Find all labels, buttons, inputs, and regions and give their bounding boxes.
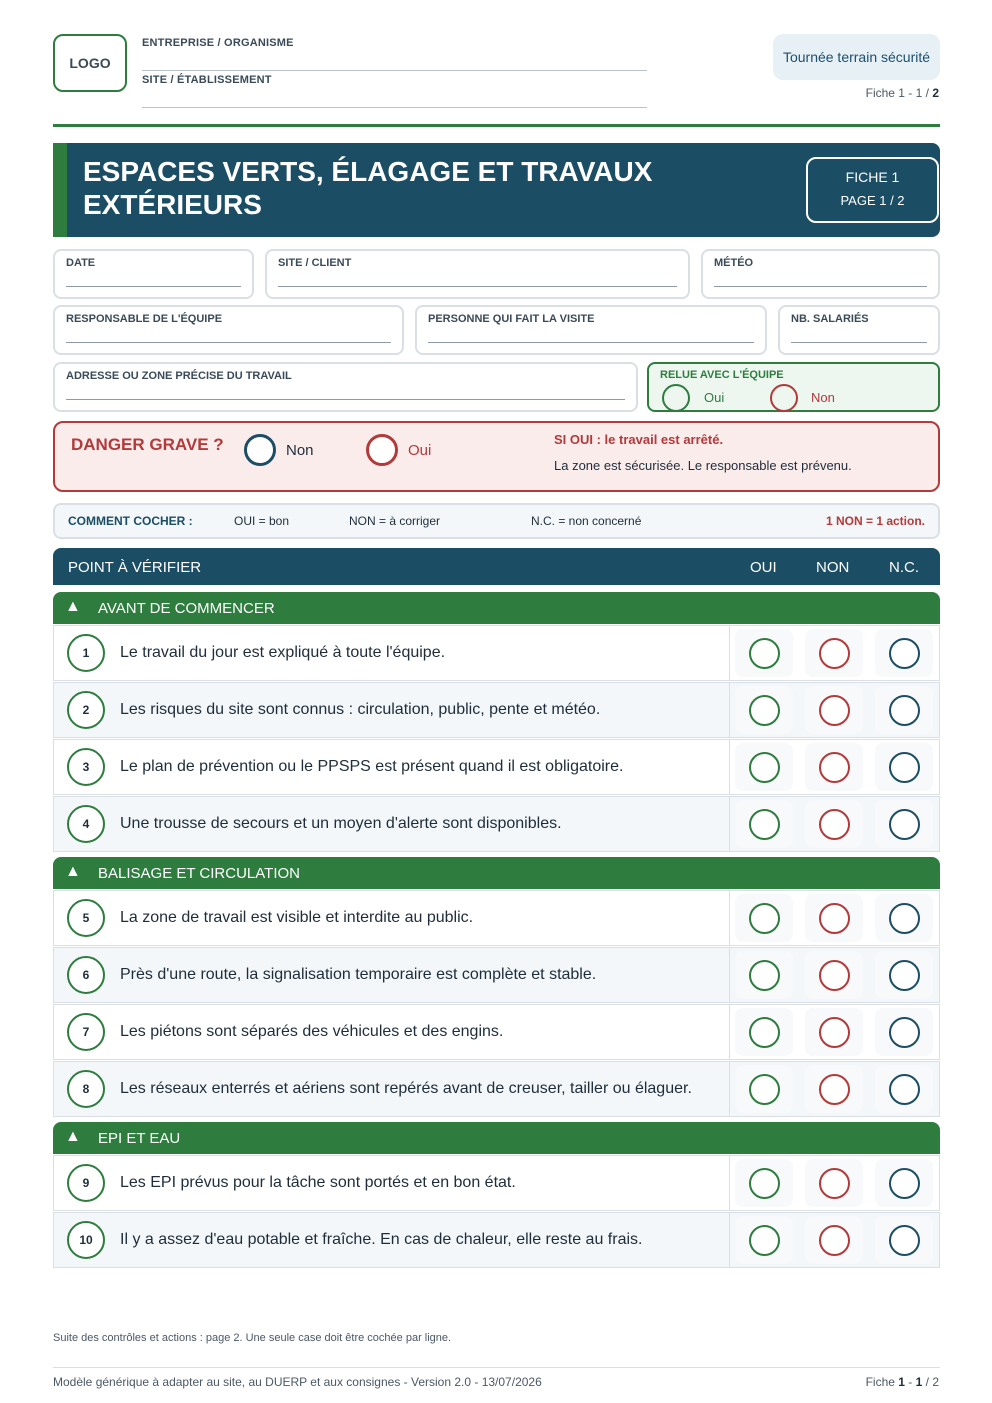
item-number: 8 bbox=[67, 1070, 105, 1108]
col-nc: N.C. bbox=[889, 559, 919, 576]
item-text: Le plan de prévention ou le PPSPS est présent quand il est obligatoire. bbox=[120, 758, 624, 775]
item-text: Les piétons sont séparés des véhicules et des engins. bbox=[120, 1023, 504, 1040]
legend-nc: N.C. = non concerné bbox=[531, 514, 642, 528]
radio-circle-non[interactable] bbox=[819, 809, 850, 840]
table-header bbox=[53, 548, 940, 585]
radio-circle-nc[interactable] bbox=[889, 809, 920, 840]
row-divider bbox=[729, 948, 730, 1002]
item-number: 7 bbox=[67, 1013, 105, 1051]
radio-circle-non[interactable] bbox=[819, 695, 850, 726]
checkbox-nc[interactable] bbox=[875, 743, 933, 791]
legend-non: NON = à corriger bbox=[349, 514, 441, 528]
meteo-field[interactable]: MÉTÉO bbox=[701, 249, 940, 299]
checklist-row bbox=[53, 739, 940, 795]
checklist-row bbox=[53, 947, 940, 1003]
checkbox-oui[interactable] bbox=[735, 1159, 793, 1207]
checkbox-non[interactable] bbox=[805, 629, 863, 677]
checkbox-nc[interactable] bbox=[875, 1008, 933, 1056]
item-text: La zone de travail est visible et interdite au public. bbox=[120, 909, 474, 926]
checkbox-nc[interactable] bbox=[875, 686, 933, 734]
relue-field: RELUE AVEC L'ÉQUIPE Oui Non bbox=[647, 362, 940, 412]
radio-circle-oui[interactable] bbox=[749, 809, 780, 840]
danger-title: DANGER GRAVE ? bbox=[71, 435, 224, 454]
checklist-row bbox=[53, 682, 940, 738]
radio-circle-non[interactable] bbox=[819, 752, 850, 783]
checkbox-oui[interactable] bbox=[735, 686, 793, 734]
item-number: 5 bbox=[67, 899, 105, 937]
fiche-box: FICHE 1 PAGE 1 / 2 bbox=[806, 157, 939, 223]
radio-circle-oui[interactable] bbox=[749, 1074, 780, 1105]
relue-oui-label: Oui bbox=[704, 390, 725, 405]
legend-label: COMMENT COCHER : bbox=[68, 514, 193, 528]
legend bbox=[53, 503, 940, 539]
legend-action: 1 NON = 1 action. bbox=[825, 514, 925, 528]
item-text: Les réseaux enterrés et aériens sont repérés avant de creuser, tailler ou élaguer. bbox=[120, 1080, 692, 1097]
section-title: BALISAGE ET CIRCULATION bbox=[98, 865, 300, 882]
checkbox-non[interactable] bbox=[805, 1008, 863, 1056]
checkbox-nc[interactable] bbox=[875, 1216, 933, 1264]
footer-left: Modèle générique à adapter au site, au DUERP et aux consignes - Version 2.0 - 13/07/2026 bbox=[53, 1375, 542, 1389]
danger-rule-1: SI OUI : le travail est arrêté. bbox=[554, 432, 724, 447]
relue-non-label: Non bbox=[811, 390, 835, 405]
danger-non-radio[interactable] bbox=[244, 434, 276, 466]
checklist-row bbox=[53, 1004, 940, 1060]
radio-circle-non[interactable] bbox=[819, 1017, 850, 1048]
date-field[interactable]: DATE bbox=[53, 249, 254, 299]
radio-circle-non[interactable] bbox=[819, 1168, 850, 1199]
item-number: 6 bbox=[67, 956, 105, 994]
item-number: 1 bbox=[67, 634, 105, 672]
site-client-field[interactable]: SITE / CLIENT bbox=[265, 249, 690, 299]
site-label: SITE / ÉTABLISSEMENT bbox=[142, 74, 272, 86]
checkbox-nc[interactable] bbox=[875, 629, 933, 677]
checkbox-oui[interactable] bbox=[735, 1216, 793, 1264]
checkbox-non[interactable] bbox=[805, 686, 863, 734]
checkbox-nc[interactable] bbox=[875, 800, 933, 848]
radio-circle-oui[interactable] bbox=[749, 1225, 780, 1256]
footer-right: Fiche 1 - 1 / 2 bbox=[865, 1375, 939, 1389]
item-number: 10 bbox=[67, 1221, 105, 1259]
nb-salaries-field[interactable]: NB. SALARIÉS bbox=[778, 305, 940, 355]
item-text: Le travail du jour est expliqué à toute l'équipe. bbox=[120, 644, 446, 661]
radio-circle-oui[interactable] bbox=[749, 903, 780, 934]
checkbox-oui[interactable] bbox=[735, 894, 793, 942]
adresse-field[interactable]: ADRESSE OU ZONE PRÉCISE DU TRAVAIL bbox=[53, 362, 638, 412]
checklist-row bbox=[53, 1212, 940, 1268]
radio-circle-nc[interactable] bbox=[889, 1017, 920, 1048]
fiche-indicator: Fiche 1 - 1 / 2 bbox=[865, 86, 939, 100]
radio-circle-nc[interactable] bbox=[889, 1168, 920, 1199]
radio-circle-non[interactable] bbox=[819, 1074, 850, 1105]
row-divider bbox=[729, 1156, 730, 1210]
row-divider bbox=[729, 1062, 730, 1116]
radio-circle-nc[interactable] bbox=[889, 960, 920, 991]
section-title: EPI ET EAU bbox=[98, 1130, 181, 1147]
row-divider bbox=[729, 797, 730, 851]
item-text: Une trousse de secours et un moyen d'alerte sont disponibles. bbox=[120, 815, 562, 832]
row-divider bbox=[729, 891, 730, 945]
row-divider bbox=[729, 626, 730, 680]
danger-oui-label: Oui bbox=[408, 442, 432, 459]
checkbox-oui[interactable] bbox=[735, 1065, 793, 1113]
radio-circle-nc[interactable] bbox=[889, 638, 920, 669]
checkbox-non[interactable] bbox=[805, 1065, 863, 1113]
radio-circle-oui[interactable] bbox=[749, 960, 780, 991]
col-oui: OUI bbox=[750, 559, 777, 576]
section-header bbox=[53, 857, 940, 889]
checkbox-nc[interactable] bbox=[875, 1065, 933, 1113]
checkbox-non[interactable] bbox=[805, 894, 863, 942]
row-divider bbox=[729, 740, 730, 794]
checkbox-non[interactable] bbox=[805, 1159, 863, 1207]
section-header bbox=[53, 1122, 940, 1154]
tree-icon: ▲ bbox=[65, 863, 81, 880]
item-number: 9 bbox=[67, 1164, 105, 1202]
footer-divider bbox=[53, 1367, 940, 1368]
danger-rule-2: La zone est sécurisée. Le responsable est prévenu. bbox=[554, 458, 852, 473]
checkbox-oui[interactable] bbox=[735, 629, 793, 677]
radio-circle-oui[interactable] bbox=[749, 1168, 780, 1199]
checkbox-nc[interactable] bbox=[875, 951, 933, 999]
item-number: 3 bbox=[67, 748, 105, 786]
footer-note: Suite des contrôles et actions : page 2. Une seule case doit être cochée par ligne. bbox=[53, 1332, 452, 1344]
relue-non-radio[interactable] bbox=[770, 384, 798, 412]
checkbox-non[interactable] bbox=[805, 743, 863, 791]
checklist-row bbox=[53, 890, 940, 946]
checkbox-oui[interactable] bbox=[735, 743, 793, 791]
radio-circle-nc[interactable] bbox=[889, 1074, 920, 1105]
header-divider bbox=[53, 124, 940, 127]
radio-circle-non[interactable] bbox=[819, 1225, 850, 1256]
col-non: NON bbox=[816, 559, 850, 576]
checkbox-non[interactable] bbox=[805, 1216, 863, 1264]
radio-circle-nc[interactable] bbox=[889, 695, 920, 726]
checkbox-non[interactable] bbox=[805, 800, 863, 848]
section-header bbox=[53, 592, 940, 624]
radio-circle-nc[interactable] bbox=[889, 903, 920, 934]
tree-icon: ▲ bbox=[65, 1128, 81, 1145]
radio-circle-oui[interactable] bbox=[749, 638, 780, 669]
page-title: ESPACES VERTS, ÉLAGAGE ET TRAVAUX EXTÉRIEURS bbox=[83, 156, 653, 220]
responsable-field[interactable]: RESPONSABLE DE L'ÉQUIPE bbox=[53, 305, 404, 355]
item-text: Les EPI prévus pour la tâche sont portés et en bon état. bbox=[120, 1174, 516, 1191]
checklist-row bbox=[53, 1155, 940, 1211]
radio-circle-nc[interactable] bbox=[889, 752, 920, 783]
radio-circle-non[interactable] bbox=[819, 960, 850, 991]
relue-oui-radio[interactable] bbox=[662, 384, 690, 412]
section-title: AVANT DE COMMENCER bbox=[98, 600, 275, 617]
danger-grave-panel bbox=[53, 421, 940, 492]
legend-oui: OUI = bon bbox=[234, 514, 290, 528]
checkbox-oui[interactable] bbox=[735, 951, 793, 999]
org-label: ENTREPRISE / ORGANISME bbox=[142, 37, 294, 49]
title-banner bbox=[53, 143, 940, 237]
checklist-row bbox=[53, 625, 940, 681]
checklist-row bbox=[53, 796, 940, 852]
item-text: Il y a assez d'eau potable et fraîche. En cas de chaleur, elle reste au frais. bbox=[120, 1231, 643, 1248]
banner-accent bbox=[53, 143, 67, 237]
checkbox-nc[interactable] bbox=[875, 1159, 933, 1207]
row-divider bbox=[729, 683, 730, 737]
item-number: 2 bbox=[67, 691, 105, 729]
radio-circle-non[interactable] bbox=[819, 638, 850, 669]
row-divider bbox=[729, 1005, 730, 1059]
radio-circle-nc[interactable] bbox=[889, 1225, 920, 1256]
radio-circle-oui[interactable] bbox=[749, 1017, 780, 1048]
row-divider bbox=[729, 1213, 730, 1267]
checkbox-oui[interactable] bbox=[735, 800, 793, 848]
item-text: Près d'une route, la signalisation temporaire est complète et stable. bbox=[120, 966, 597, 983]
logo: LOGO bbox=[53, 34, 127, 92]
org-input-line[interactable] bbox=[142, 70, 647, 71]
tour-badge: Tournée terrain sécurité bbox=[773, 34, 940, 80]
radio-circle-oui[interactable] bbox=[749, 752, 780, 783]
checkbox-non[interactable] bbox=[805, 951, 863, 999]
radio-circle-oui[interactable] bbox=[749, 695, 780, 726]
danger-non-label: Non bbox=[286, 442, 314, 459]
checkbox-nc[interactable] bbox=[875, 894, 933, 942]
checkbox-oui[interactable] bbox=[735, 1008, 793, 1056]
site-input-line[interactable] bbox=[142, 107, 647, 108]
radio-circle-non[interactable] bbox=[819, 903, 850, 934]
checklist-row bbox=[53, 1061, 940, 1117]
item-text: Les risques du site sont connus : circulation, public, pente et météo. bbox=[120, 701, 601, 718]
item-number: 4 bbox=[67, 805, 105, 843]
visiteur-field[interactable]: PERSONNE QUI FAIT LA VISITE bbox=[415, 305, 767, 355]
col-point: POINT À VÉRIFIER bbox=[68, 559, 202, 576]
tree-icon: ▲ bbox=[65, 598, 81, 615]
danger-oui-radio[interactable] bbox=[366, 434, 398, 466]
